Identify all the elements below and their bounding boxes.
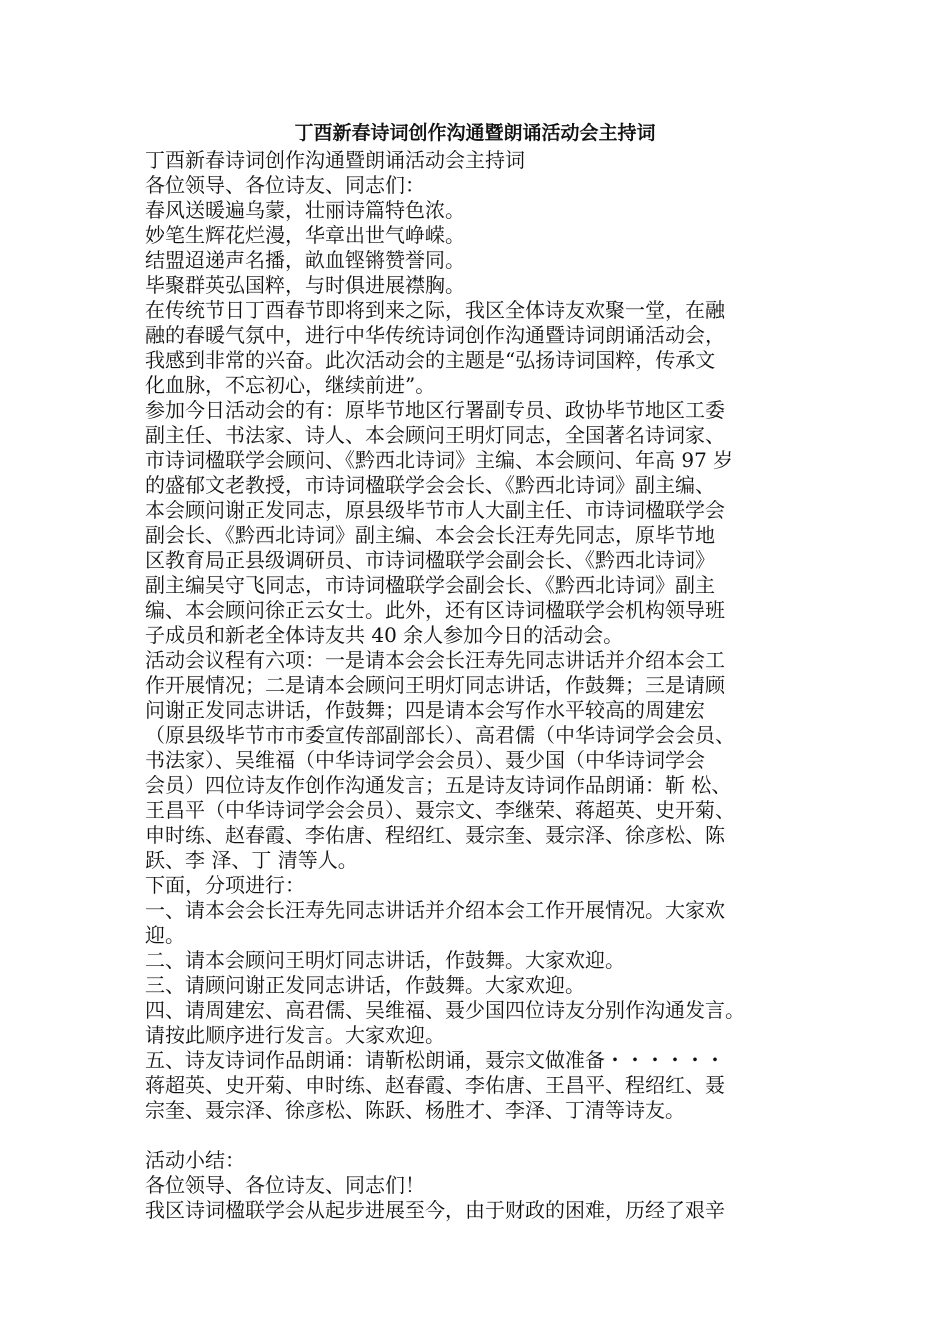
body-line: 迎。 bbox=[145, 923, 185, 947]
body-line bbox=[145, 1123, 810, 1148]
body-line: 问谢正发同志讲话，作鼓舞；四是请本会写作水平较高的周建宏 bbox=[145, 698, 705, 722]
body-line: 会员）四位诗友作创作沟通发言；五是诗友诗词作品朗诵：靳 松、 bbox=[145, 773, 732, 797]
body-line: 请按此顺序进行发言。大家欢迎。 bbox=[145, 1023, 445, 1047]
body-line: 结盟迢递声名播，畝血铿锵赞誉同。 bbox=[145, 248, 465, 272]
body-line: 书法家）、吴维福（中华诗词学会会员）、聂少国（中华诗词学会 bbox=[145, 748, 705, 772]
body-line: 蒋超英、史开菊、申时练、赵春霞、李佑唐、王昌平、程绍红、聂 bbox=[145, 1073, 725, 1097]
body-line: 二、请本会顾问王明灯同志讲话，作鼓舞。大家欢迎。 bbox=[145, 948, 625, 972]
body-line: 丁酉新春诗词创作沟通暨朗诵活动会主持词 bbox=[145, 148, 525, 172]
body-line: 活动小结： bbox=[145, 1148, 245, 1172]
body-line: 子成员和新老全体诗友共 40 余人参加今日的活动会。 bbox=[145, 623, 624, 647]
body-line: 的盛郁文老教授，市诗词楹联学会会长、《黔西北诗词》副主编、 bbox=[145, 473, 715, 497]
document-title: 丁酉新春诗词创作沟通暨朗诵活动会主持词 bbox=[294, 122, 656, 144]
body-line: 作开展情况；二是请本会顾问王明灯同志讲话，作鼓舞；三是请顾 bbox=[145, 673, 725, 697]
body-line: 区教育局正县级调研员、市诗词楹联学会副会长、《黔西北诗词》 bbox=[145, 548, 715, 572]
body-line: 融的春暖气氛中，进行中华传统诗词创作沟通暨诗词朗诵活动会， bbox=[145, 323, 725, 347]
body-line: 我区诗词楹联学会从起步进展至今，由于财政的困难，历经了艰辛 bbox=[145, 1198, 725, 1222]
body-line: 五、诗友诗词作品朗诵：请靳松朗诵，聂宗文做准备・・・・・・ bbox=[145, 1048, 725, 1072]
document-body bbox=[145, 148, 810, 1223]
body-line: 副主任、书法家、诗人、本会顾问王明灯同志，全国著名诗词家、 bbox=[145, 423, 725, 447]
body-line: 春风送暖遍乌蒙，壮丽诗篇特色浓。 bbox=[145, 198, 465, 222]
body-line: 各位领导、各位诗友、同志们！ bbox=[145, 1173, 425, 1197]
body-line: 副会长、《黔西北诗词》副主编、本会会长汪寿先同志，原毕节地 bbox=[145, 523, 715, 547]
body-line: 本会顾问谢正发同志，原县级毕节市人大副主任、市诗词楹联学会 bbox=[145, 498, 725, 522]
body-line: 四、请周建宏、高君儒、吴维福、聂少国四位诗友分别作沟通发言。 bbox=[145, 998, 745, 1022]
body-line: 三、请顾问谢正发同志讲话，作鼓舞。大家欢迎。 bbox=[145, 973, 585, 997]
body-line: 在传统节日丁酉春节即将到来之际，我区全体诗友欢聚一堂，在融 bbox=[145, 298, 725, 322]
body-line: 市诗词楹联学会顾问、《黔西北诗词》主编、本会顾问、年高 97 岁 bbox=[145, 448, 734, 472]
body-line: （原县级毕节市市委宣传部副部长）、高君儒（中华诗词学会会员、 bbox=[145, 723, 735, 747]
body-line: 化血脉，不忘初心，继续前进”。 bbox=[145, 373, 436, 397]
body-line: 活动会议程有六项：一是请本会会长汪寿先同志讲话并介绍本会工 bbox=[145, 648, 725, 672]
body-line: 我感到非常的兴奋。此次活动会的主题是“弘扬诗词国粹，传承文 bbox=[145, 348, 716, 372]
body-line: 参加今日活动会的有：原毕节地区行署副专员、政协毕节地区工委 bbox=[145, 398, 725, 422]
body-line: 宗奎、聂宗泽、徐彦松、陈跃、杨胜才、李泽、丁清等诗友。 bbox=[145, 1098, 685, 1122]
body-line: 一、请本会会长汪寿先同志讲话并介绍本会工作开展情况。大家欢 bbox=[145, 898, 725, 922]
body-line: 编、本会顾问徐正云女士。此外，还有区诗词楹联学会机构领导班 bbox=[145, 598, 725, 622]
body-line: 下面，分项进行： bbox=[145, 873, 305, 897]
body-line: 申时练、赵春霞、李佑唐、程绍红、聂宗奎、聂宗泽、徐彦松、陈 bbox=[145, 823, 725, 847]
body-line: 毕聚群英弘国粹，与时俱进展襟胸。 bbox=[145, 273, 465, 297]
body-line: 各位领导、各位诗友、同志们： bbox=[145, 173, 425, 197]
body-line: 跃、李 泽、丁 清等人。 bbox=[145, 848, 358, 872]
body-line: 副主编吴守飞同志，市诗词楹联学会副会长、《黔西北诗词》副主 bbox=[145, 573, 715, 597]
body-line: 王昌平（中华诗词学会会员）、聂宗文、李继荣、蒋超英、史开菊、 bbox=[145, 798, 735, 822]
body-line: 妙笔生辉花烂漫，华章出世气峥嵘。 bbox=[145, 223, 465, 247]
